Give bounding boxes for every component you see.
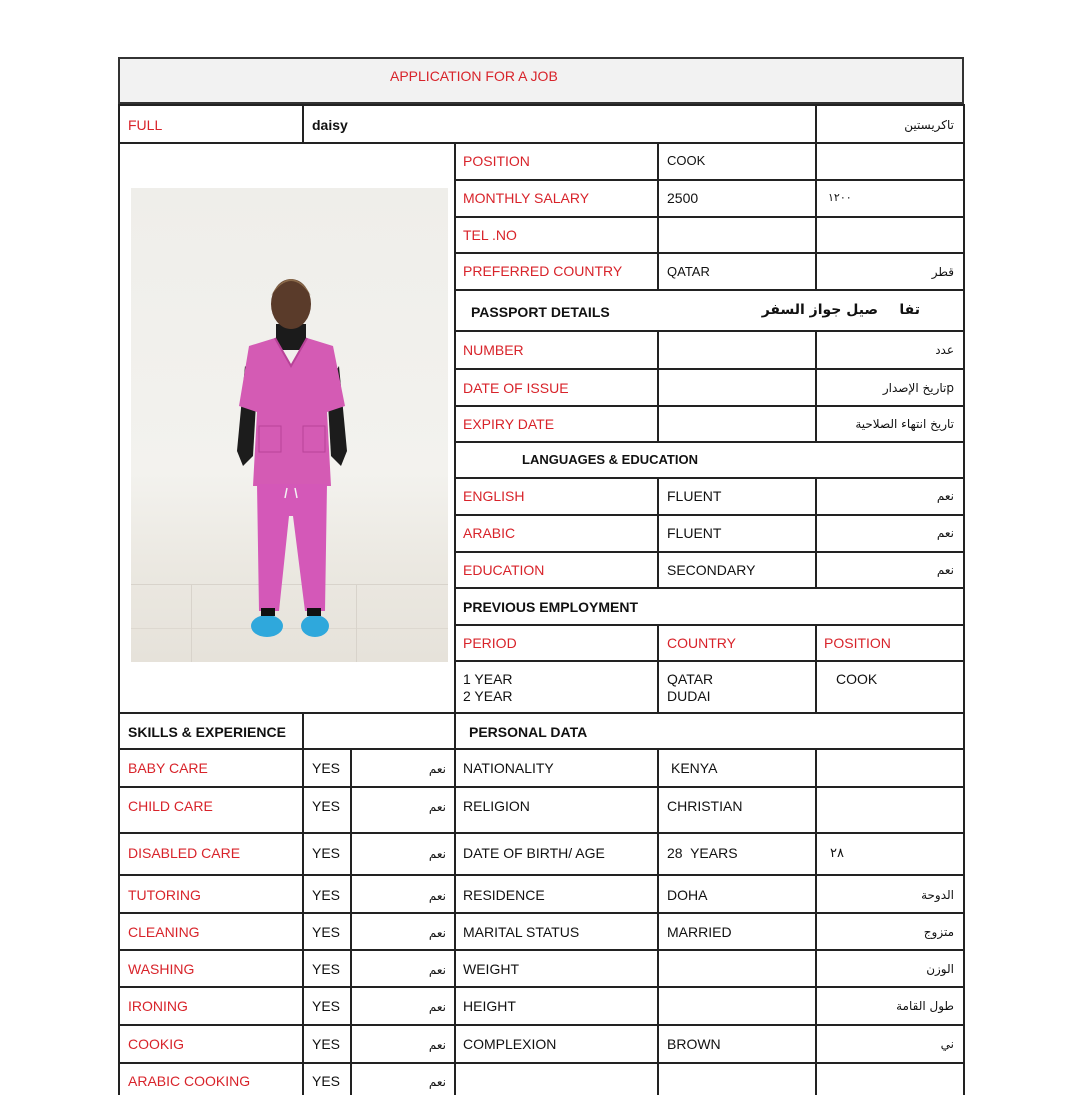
arabic-label: ARABIC xyxy=(463,525,516,541)
position-value: COOK xyxy=(667,153,706,168)
skill-arabic: نعم xyxy=(428,1000,446,1014)
languages-heading: LANGUAGES & EDUCATION xyxy=(522,452,698,467)
skills-heading: SKILLS & EXPERIENCE xyxy=(128,724,286,740)
expiry-date-label: EXPIRY DATE xyxy=(463,416,555,432)
employment-col-position: POSITION xyxy=(824,635,891,651)
passport-heading: PASSPORT DETAILS xyxy=(471,304,610,320)
skill-value: YES xyxy=(312,798,341,814)
employment-period-1: 1 YEAR xyxy=(463,671,513,687)
education-label: EDUCATION xyxy=(463,562,545,578)
skill-arabic: نعم xyxy=(428,847,446,861)
passport-number-label: NUMBER xyxy=(463,342,524,358)
personal-arabic: متزوج xyxy=(923,925,954,939)
applicant-photo xyxy=(131,188,448,662)
employment-period-2: 2 YEAR xyxy=(463,688,513,704)
arabic-value: FLUENT xyxy=(667,525,722,541)
skill-arabic: نعم xyxy=(428,762,446,776)
personal-label: HEIGHT xyxy=(463,998,516,1014)
skill-arabic: نعم xyxy=(428,1075,446,1089)
skill-arabic: نعم xyxy=(428,889,446,903)
tel-label: TEL .NO xyxy=(463,227,517,243)
personal-value: DOHA xyxy=(667,887,708,903)
skill-label: IRONING xyxy=(128,998,188,1014)
issue-date-arabic: pتاريخ الإصدار xyxy=(882,381,954,395)
arabic-arabic: نعم xyxy=(936,526,954,540)
employment-col-period: PERIOD xyxy=(463,635,517,651)
skill-label: TUTORING xyxy=(128,887,201,903)
preferred-country-arabic: قطر xyxy=(931,265,954,279)
skill-arabic: نعم xyxy=(428,1038,446,1052)
skill-label: WASHING xyxy=(128,961,195,977)
personal-label: NATIONALITY xyxy=(463,760,554,776)
personal-label: DATE OF BIRTH/ AGE xyxy=(463,845,605,861)
personal-value: MARRIED xyxy=(667,924,732,940)
skill-value: YES xyxy=(312,760,341,776)
personal-arabic: الدوحة xyxy=(921,888,954,902)
personal-arabic: ني xyxy=(940,1037,954,1051)
personal-label: WEIGHT xyxy=(463,961,519,977)
preferred-country-value: QATAR xyxy=(667,264,710,279)
english-label: ENGLISH xyxy=(463,488,525,504)
personal-label: COMPLEXION xyxy=(463,1036,557,1052)
skill-label: COOKIG xyxy=(128,1036,185,1052)
skill-label: CHILD CARE xyxy=(128,798,213,814)
issue-date-label: DATE OF ISSUE xyxy=(463,380,569,396)
personal-arabic: الوزن xyxy=(926,962,954,976)
form-title: APPLICATION FOR A JOB xyxy=(390,68,558,84)
personal-value: 28 YEARS xyxy=(667,845,738,861)
skill-value: YES xyxy=(312,1036,341,1052)
passport-heading-arabic-2: تفا xyxy=(899,302,920,318)
full-name-arabic: تاكريستين xyxy=(904,118,954,132)
passport-heading-arabic: صيل جواز السفر xyxy=(761,302,878,318)
skill-arabic: نعم xyxy=(428,800,446,814)
personal-value: KENYA xyxy=(671,760,718,776)
skill-label: BABY CARE xyxy=(128,760,208,776)
skill-value: YES xyxy=(312,845,341,861)
skill-label: ARABIC COOKING xyxy=(128,1073,251,1089)
personal-heading: PERSONAL DATA xyxy=(469,724,588,740)
skill-arabic: نعم xyxy=(428,926,446,940)
employment-heading: PREVIOUS EMPLOYMENT xyxy=(463,599,639,615)
skill-value: YES xyxy=(312,998,341,1014)
salary-value: 2500 xyxy=(667,190,699,206)
personal-label: RELIGION xyxy=(463,798,530,814)
personal-value: CHRISTIAN xyxy=(667,798,743,814)
salary-label: MONTHLY SALARY xyxy=(463,190,590,206)
education-value: SECONDARY xyxy=(667,562,756,578)
english-value: FLUENT xyxy=(667,488,722,504)
skill-value: YES xyxy=(312,887,341,903)
personal-arabic: ٢٨ xyxy=(830,846,844,861)
skill-label: DISABLED CARE xyxy=(128,845,241,861)
employment-country-1: QATAR xyxy=(667,671,714,687)
salary-arabic: ١٢٠٠ xyxy=(828,191,852,204)
english-arabic: نعم xyxy=(936,489,954,503)
passport-number-arabic: عدد xyxy=(935,343,954,357)
skill-value: YES xyxy=(312,961,341,977)
person-figure xyxy=(227,266,357,646)
expiry-date-arabic: تاريخ انتهاء الصلاحية xyxy=(855,417,954,431)
full-name-label: FULL xyxy=(128,117,163,133)
skill-arabic: نعم xyxy=(428,963,446,977)
position-label: POSITION xyxy=(463,153,530,169)
personal-arabic: طول القامة xyxy=(896,999,954,1013)
personal-label: RESIDENCE xyxy=(463,887,545,903)
skill-label: CLEANING xyxy=(128,924,200,940)
skill-value: YES xyxy=(312,1073,341,1089)
personal-value: BROWN xyxy=(667,1036,721,1052)
employment-col-country: COUNTRY xyxy=(667,635,736,651)
education-arabic: نعم xyxy=(936,563,954,577)
personal-label: MARITAL STATUS xyxy=(463,924,580,940)
preferred-country-label: PREFERRED COUNTRY xyxy=(463,263,623,279)
skill-value: YES xyxy=(312,924,341,940)
employment-country-2: DUDAI xyxy=(667,688,711,704)
employment-position: COOK xyxy=(836,671,878,687)
full-name-value: daisy xyxy=(312,117,348,133)
